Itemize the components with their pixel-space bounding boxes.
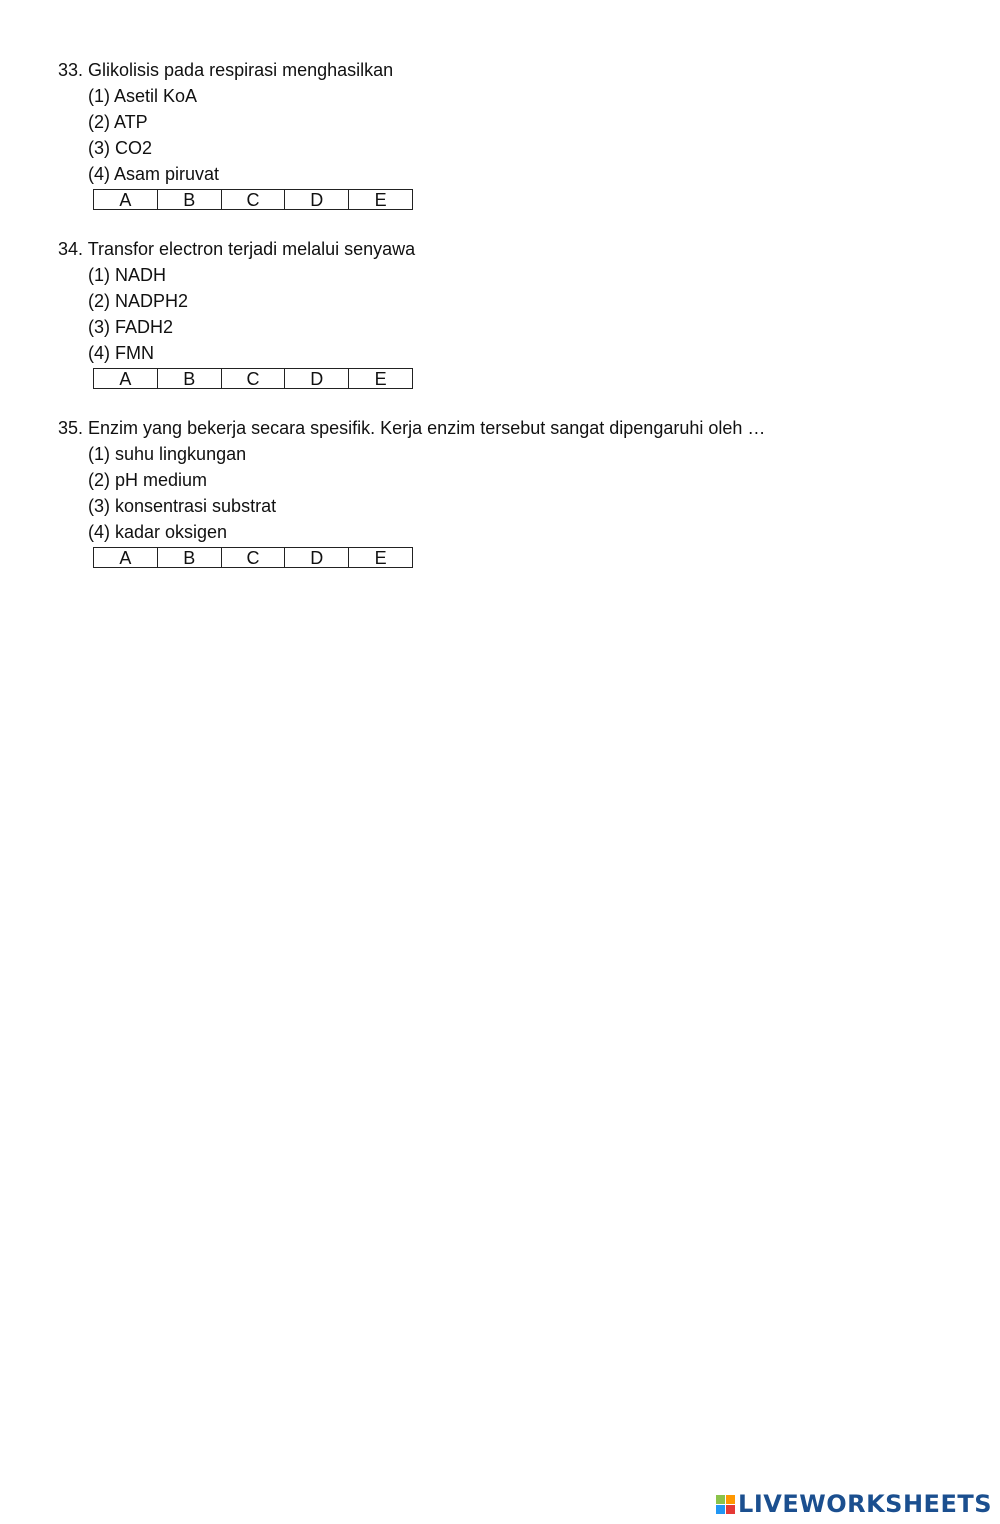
- liveworksheets-logo[interactable]: [716, 1490, 992, 1518]
- logo-square: [716, 1495, 725, 1504]
- choice-b[interactable]: B: [158, 369, 222, 388]
- option-item: (2) ATP: [88, 112, 148, 132]
- choice-a[interactable]: A: [94, 369, 158, 388]
- choice-e[interactable]: E: [374, 369, 387, 389]
- option-item: (4) Asam piruvat: [88, 164, 220, 184]
- choice-d[interactable]: D: [285, 369, 349, 388]
- choice-c[interactable]: C: [222, 548, 286, 567]
- choice-b[interactable]: B: [158, 548, 222, 567]
- option-item: (2) pH medium: [88, 470, 208, 490]
- question-stem: 33. Glikolisis pada respirasi menghasilkan: [58, 60, 394, 80]
- answer-choices: [93, 189, 413, 210]
- choice-e[interactable]: E: [374, 548, 387, 568]
- choice-c[interactable]: C: [222, 369, 286, 388]
- question-34: [58, 236, 958, 389]
- choice-e[interactable]: E: [374, 190, 387, 210]
- choice-b[interactable]: B: [158, 190, 222, 209]
- question-stem: 34. Transfor electron terjadi melalui senyawa: [58, 239, 416, 259]
- option-item: (2) NADPH2: [88, 291, 189, 311]
- question-35: [58, 415, 958, 568]
- logo-square: [726, 1495, 735, 1504]
- logo-mark-icon: [716, 1495, 735, 1514]
- choice-d[interactable]: D: [285, 548, 349, 567]
- option-item: (4) FMN: [88, 343, 154, 363]
- option-item: (1) NADH: [88, 265, 167, 285]
- choice-a[interactable]: A: [94, 190, 158, 209]
- logo-square: [726, 1505, 735, 1514]
- choice-c[interactable]: C: [222, 190, 286, 209]
- option-item: (4) kadar oksigen: [88, 522, 228, 542]
- choice-a[interactable]: A: [94, 548, 158, 567]
- question-33: [58, 57, 958, 210]
- choice-d[interactable]: D: [285, 190, 349, 209]
- answer-choices: [93, 547, 413, 568]
- answer-choices: [93, 368, 413, 389]
- option-item: (3) CO2: [88, 138, 153, 158]
- logo-text: LIVEWORKSHEETS: [738, 1490, 992, 1518]
- option-item: (3) FADH2: [88, 317, 174, 337]
- option-item: (1) Asetil KoA: [88, 86, 198, 106]
- option-item: (3) konsentrasi substrat: [88, 496, 277, 516]
- option-item: (1) suhu lingkungan: [88, 444, 247, 464]
- question-stem: 35. Enzim yang bekerja secara spesifik. Kerja enzim tersebut sangat dipengaruhi oleh …: [58, 418, 766, 438]
- logo-square: [716, 1505, 725, 1514]
